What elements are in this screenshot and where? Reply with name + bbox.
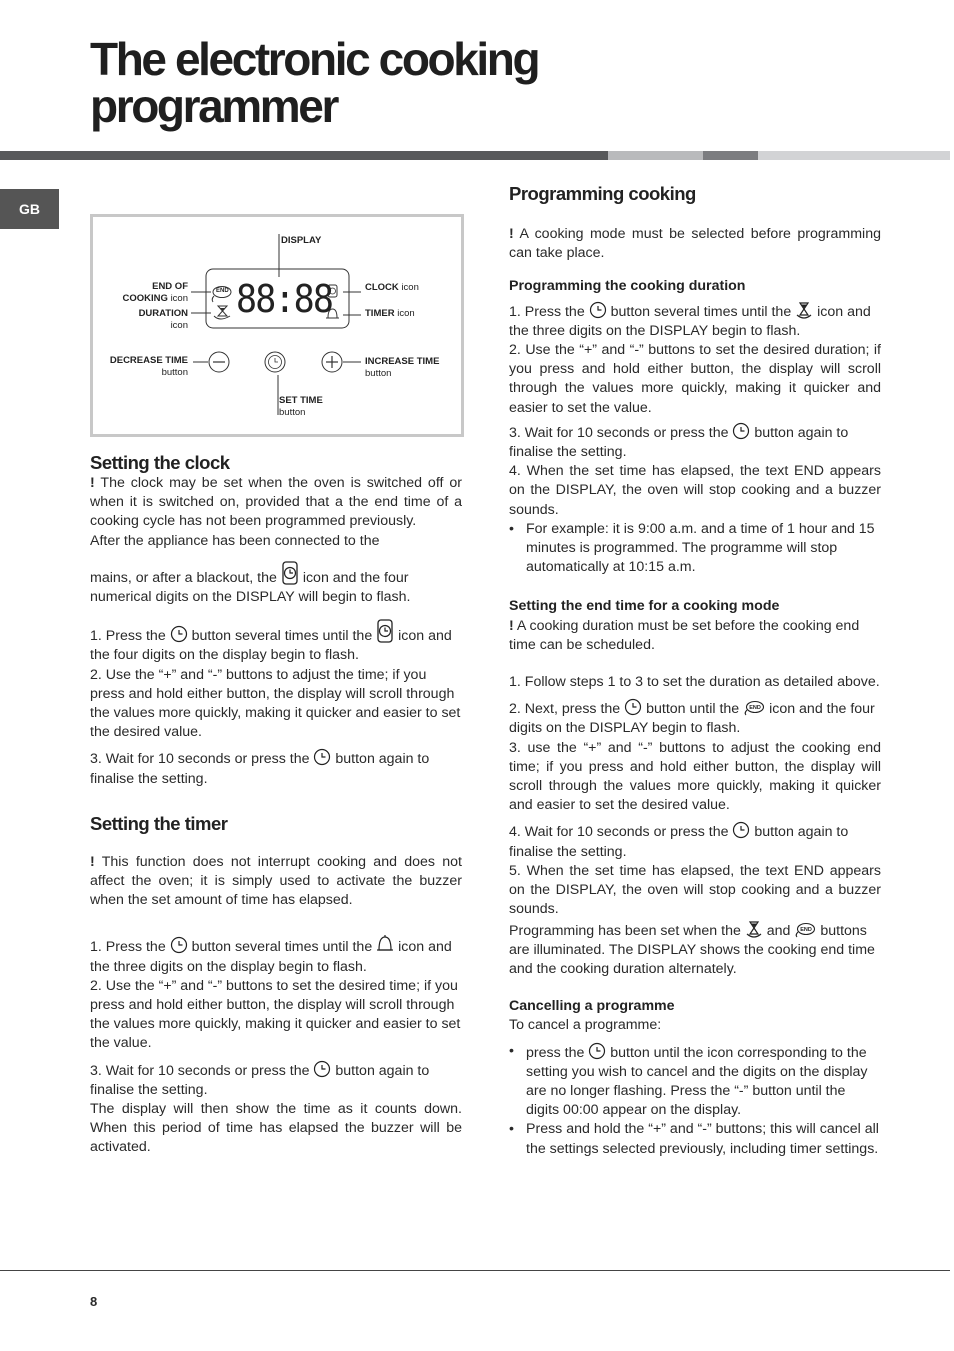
set-time-button-icon [732,821,750,839]
title-line-2: programmer [90,80,337,132]
set-time-button-icon [313,1060,331,1078]
label-increase-time: INCREASE TIME button [365,356,440,379]
svg-text:END: END [800,926,813,933]
end-of-cooking-icon [743,700,765,716]
clock-step-2: 2. Use the “+” and “-” buttons to adjust the time; if you press and hold either button, the display will scroll through the values more quickly, making it quicker and easier to set the desired value. [90,666,461,741]
end-intro: ! A cooking duration must be set before the cooking end time can be scheduled. [509,617,860,653]
clock-icon [281,561,299,585]
clock-after: After the appliance has been connected to the [90,532,380,549]
header-band-pale [758,151,950,160]
end-of-cooking-icon [794,922,816,938]
timer-step-3: 3. Wait for 10 seconds or press the button again to finalise the setting. [90,1060,462,1100]
heading-end-time: Setting the end time for a cooking mode [509,598,780,615]
prog-intro: ! A cooking mode must be selected before programming can take place. [509,226,881,262]
timer-end: The display will then show the time as it counts down. When this period of time has elapsed the buzzer will be activated. [90,1101,462,1156]
end-step-2: 2. Next, press the button until the END icon and the four digits on the DISPLAY begin to flash. [509,698,881,738]
language-tab: GB [0,189,59,229]
label-display: DISPLAY [281,235,322,246]
label-end-of-cooking: END OF COOKING icon [122,281,188,304]
page-number: 8 [90,1294,98,1309]
label-clock: CLOCK icon [365,282,419,293]
header-band-light [608,151,703,160]
duration-step-4: 4. When the set time has elapsed, the text END appears on the DISPLAY, the oven will stop cooking and a buzzer sounds. [509,463,881,518]
duration-example: • For example: it is 9:00 a.m. and a time of 1 hour and 15 minutes is programmed. The programme will stop automatically at 10:15 a.m. [509,520,881,578]
label-duration: DURATION icon [138,308,188,331]
clock-intro: ! The clock may be set when the oven is switched off or when it is switched on, provided that a the end time of a cooking cycle has not been programmed previously. [90,475,462,530]
label-timer: TIMER icon [365,308,415,319]
end-step-6: Programming has been set when the and END buttons are illuminated. The DISPLAY shows the cooking end time and the cooking duration alternately. [509,920,881,980]
svg-text:END: END [749,705,761,712]
timer-intro: ! This function does not interrupt cooking and does not affect the oven; it is simply used to activate the buzzer when the set amount of time has elapsed. [90,853,462,909]
header-band-dark [0,151,608,160]
duration-step-3: 3. Wait for 10 seconds or press the button again to finalise the setting. [509,422,881,462]
timer-step-2: 2. Use the “+” and “-” buttons to set the desired time; if you press and hold either button, the display will scroll through the values more quickly, making it quicker and easier to set the value. [90,977,461,1052]
label-decrease-time: DECREASE TIME button [109,355,188,378]
clock-step-1: 1. Press the button several times until the icon and the four digits on the display begin to flash. [90,619,462,665]
set-time-button-icon [732,422,750,440]
end-step-1: 1. Follow steps 1 to 3 to set the duration as detailed above. [509,674,880,691]
set-time-button-icon [313,748,331,766]
label-set-time: SET TIME button [279,395,323,418]
heading-programming-cooking: Programming cooking [509,183,696,204]
cancel-intro: To cancel a programme: [509,1017,662,1034]
set-time-button-icon [624,698,642,716]
set-time-button-icon [170,936,188,954]
duration-step-1: 1. Press the button several times until the icon and the three digits on the DISPLAY begin to flash. [509,301,881,341]
clock-icon [376,619,394,643]
clock-mains: mains, or after a blackout, the icon and the four numerical digits on the DISPLAY will begin to flash. [90,561,462,607]
hourglass-icon [795,301,813,319]
end-step-3: 3. use the “+” and “-” buttons to adjust the cooking end time; if you press and hold either button, the display will scroll through the values more quickly, making it quicker and easier to set the desired value. [509,739,881,814]
end-badge: END [216,288,229,294]
left-column [90,452,462,1158]
end-step-5: 5. When the set time has elapsed, the text END appears on the DISPLAY, the oven will stop cooking and a buzzer sounds. [509,862,881,918]
cancel-step-1: • press the button until the icon corresponding to the setting you wish to cancel and the digits on the display are no longer flashing. Press the “-” button until the digits 00:00 appear on the display. [509,1042,881,1121]
timer-step-1: 1. Press the button several times until the icon and the three digits on the display begin to flash. [90,934,462,976]
right-column [509,183,881,1159]
heading-setting-timer: Setting the timer [90,812,228,834]
programmer-diagram [90,214,464,437]
clock-step-3: 3. Wait for 10 seconds or press the button again to finalise the setting. [90,748,462,788]
display-digits: 88:88 [236,277,333,321]
heading-cooking-duration: Programming the cooking duration [509,278,746,295]
hourglass-icon [745,920,763,938]
header-band-mid [703,151,758,160]
end-step-4: 4. Wait for 10 seconds or press the button again to finalise the setting. [509,821,881,861]
duration-step-2: 2. Use the “+” and “-” buttons to set the desired duration; if you press and hold either button, the display will scroll through the values more quickly, making it quicker and easier to set the value. [509,342,881,416]
bell-icon [376,934,394,954]
set-time-button-icon [170,625,188,643]
heading-cancelling: Cancelling a programme [509,998,675,1015]
title-line-1: The electronic cooking [90,33,539,85]
set-time-button-icon [588,1042,606,1060]
heading-setting-clock: Setting the clock [90,452,230,473]
page-title [90,33,539,132]
set-time-button-icon [589,301,607,319]
footer-rule [0,1270,950,1271]
cancel-step-2: • Press and hold the “+” and “-” buttons; this will cancel all the settings selected previously, including timer settings. [509,1120,881,1158]
